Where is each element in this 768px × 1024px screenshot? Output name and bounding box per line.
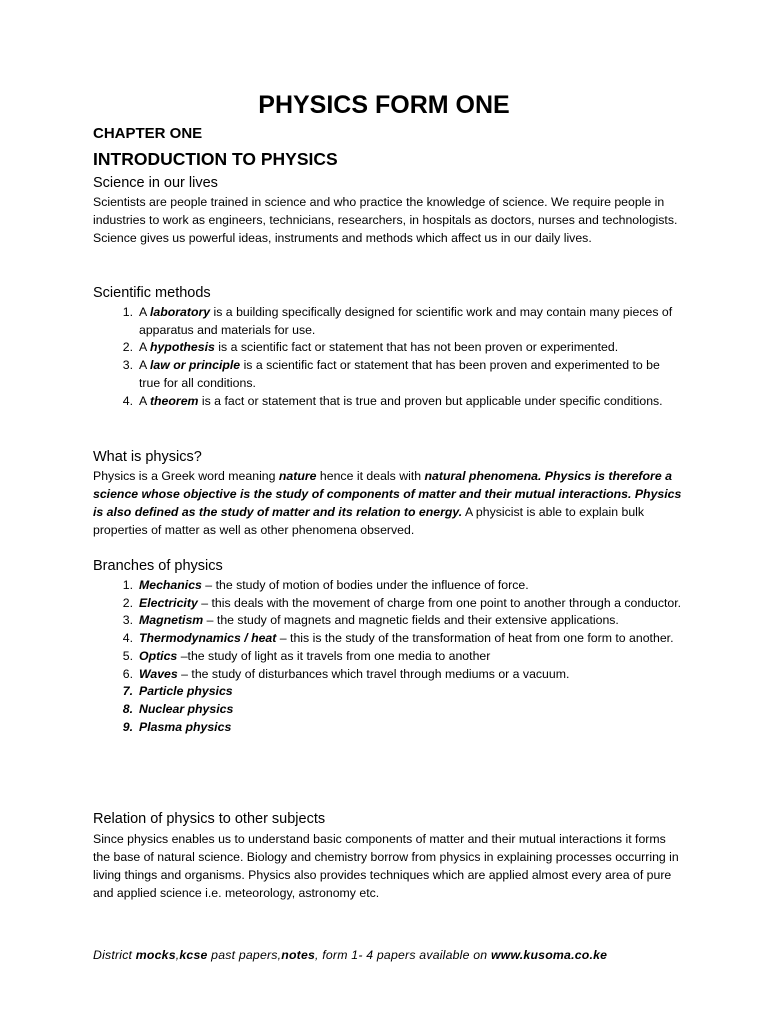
branch-term: Mechanics <box>139 578 202 592</box>
branch-term: Particle physics <box>139 684 233 699</box>
term-hypothesis: hypothesis <box>149 340 215 355</box>
list-item-text: – the study of magnets and magnetic fields and their extensive applications. <box>203 613 619 628</box>
page-footer <box>93 946 693 964</box>
paragraph-what-is-physics <box>93 467 683 539</box>
list-item <box>93 683 683 701</box>
list-item-text: is a fact or statement that is true and proven but applicable under specific conditions. <box>198 393 663 408</box>
list-item-prefix: A <box>139 305 150 319</box>
list-number: 2. <box>122 340 133 355</box>
list-number: 1. <box>122 578 133 592</box>
list-item <box>93 339 683 357</box>
term-nature: nature <box>278 469 317 483</box>
footer-website-link[interactable]: www.kusoma.co.ke <box>490 948 608 962</box>
list-item-text: –the study of light as it travels from one media to another <box>177 648 491 663</box>
text-run: Physics is a Greek word meaning <box>93 469 279 483</box>
scientific-methods-list <box>93 304 683 410</box>
list-number: 7. <box>122 684 133 699</box>
list-item-prefix: A <box>139 393 150 408</box>
chapter-title: INTRODUCTION TO PHYSICS <box>93 149 338 169</box>
list-item-text: – this deals with the movement of charge from one point to another through a conductor. <box>197 595 682 610</box>
list-item-text: – this is the study of the transformation of heat from one form to another. <box>276 631 674 646</box>
list-number: 5. <box>122 648 133 663</box>
list-number: 4. <box>122 631 133 646</box>
footer-text: past papers, <box>207 948 282 962</box>
heading-scientific-methods: Scientific methods <box>93 285 211 301</box>
term-law-or-principle: law or principle <box>149 358 241 373</box>
list-number: 1. <box>122 305 133 319</box>
heading-branches-of-physics: Branches of physics <box>93 558 223 574</box>
list-item <box>93 719 683 737</box>
heading-what-is-physics: What is physics? <box>93 449 202 465</box>
footer-text: , form 1- 4 papers available on <box>315 948 491 962</box>
list-item <box>93 612 683 630</box>
list-number: 4. <box>122 393 133 408</box>
list-item <box>93 393 683 411</box>
list-item-prefix: A <box>139 340 150 355</box>
chapter-label: CHAPTER ONE <box>93 125 203 142</box>
list-item <box>93 666 683 684</box>
list-item-prefix: A <box>139 358 150 373</box>
branches-list <box>93 577 683 736</box>
list-number: 8. <box>122 701 133 716</box>
list-number: 9. <box>122 719 133 734</box>
list-item-text: is a scientific fact or statement that has been proven and experimented to be true for all conditions. <box>139 358 660 390</box>
list-item-text: is a scientific fact or statement that has not been proven or experimented. <box>214 340 619 355</box>
text-run: hence it deals with <box>316 469 425 483</box>
branch-term: Plasma physics <box>139 719 232 734</box>
footer-kcse: kcse <box>179 948 208 962</box>
list-item <box>93 595 683 613</box>
heading-science-in-our-lives: Science in our lives <box>93 175 218 191</box>
list-number: 6. <box>122 666 133 681</box>
list-item <box>93 304 683 339</box>
branch-term: Nuclear physics <box>139 701 234 716</box>
list-item <box>93 357 683 392</box>
heading-relation-of-physics: Relation of physics to other subjects <box>93 811 326 827</box>
list-item-text: – the study of motion of bodies under the influence of force. <box>201 578 529 592</box>
list-item-text: – the study of disturbances which travel through mediums or a vacuum. <box>177 666 570 681</box>
paragraph-relation-of-physics: Since physics enables us to understand basic components of matter and their mutual interactions it forms the base of natural science. Biology and chemistry borrow from physics in explaining processes occurring in living things and organisms. Physics also provides techniques which are applied almost every area of pure and applied science i.e. meteorology, astronomy etc. <box>93 832 679 900</box>
branch-term: Optics <box>139 648 178 663</box>
list-item <box>93 630 683 648</box>
term-laboratory: laboratory <box>149 305 211 319</box>
branch-term: Thermodynamics / heat <box>139 631 277 646</box>
text-run: A physicist is able to explain bulk properties of matter as well as other phenomena observed. <box>93 505 645 537</box>
term-natural-phenomena: natural phenomena. <box>424 469 542 483</box>
list-number: 3. <box>122 358 133 373</box>
term-theorem: theorem <box>149 393 199 408</box>
list-item-text: is a building specifically designed for scientific work and may contain many pieces of apparatus and materials for use. <box>139 305 673 337</box>
branch-term: Electricity <box>139 595 198 610</box>
paragraph-science-in-our-lives: Scientists are people trained in science and who practice the knowledge of science. We require people in industries to work as engineers, technicians, researchers, in hospitals as doctors, nurses and technologists. Science gives us powerful ideas, instruments and methods which affect us in our daily lives. <box>93 195 678 245</box>
footer-mocks: mocks <box>135 948 176 962</box>
list-item <box>93 577 683 595</box>
footer-text: District <box>93 948 136 962</box>
list-item <box>93 701 683 719</box>
physics-definition: Physics is therefore a science whose objective is the study of components of matter and their mutual interactions. Physics is also defined as the study of matter and its relation to energy. <box>93 469 682 519</box>
document-title: PHYSICS FORM ONE <box>258 91 510 119</box>
branch-term: Waves <box>139 666 178 681</box>
list-number: 3. <box>122 613 133 628</box>
footer-text: , <box>175 948 180 962</box>
branch-term: Magnetism <box>139 613 204 628</box>
list-number: 2. <box>122 595 133 610</box>
footer-notes: notes <box>281 948 316 962</box>
list-item <box>93 648 683 666</box>
